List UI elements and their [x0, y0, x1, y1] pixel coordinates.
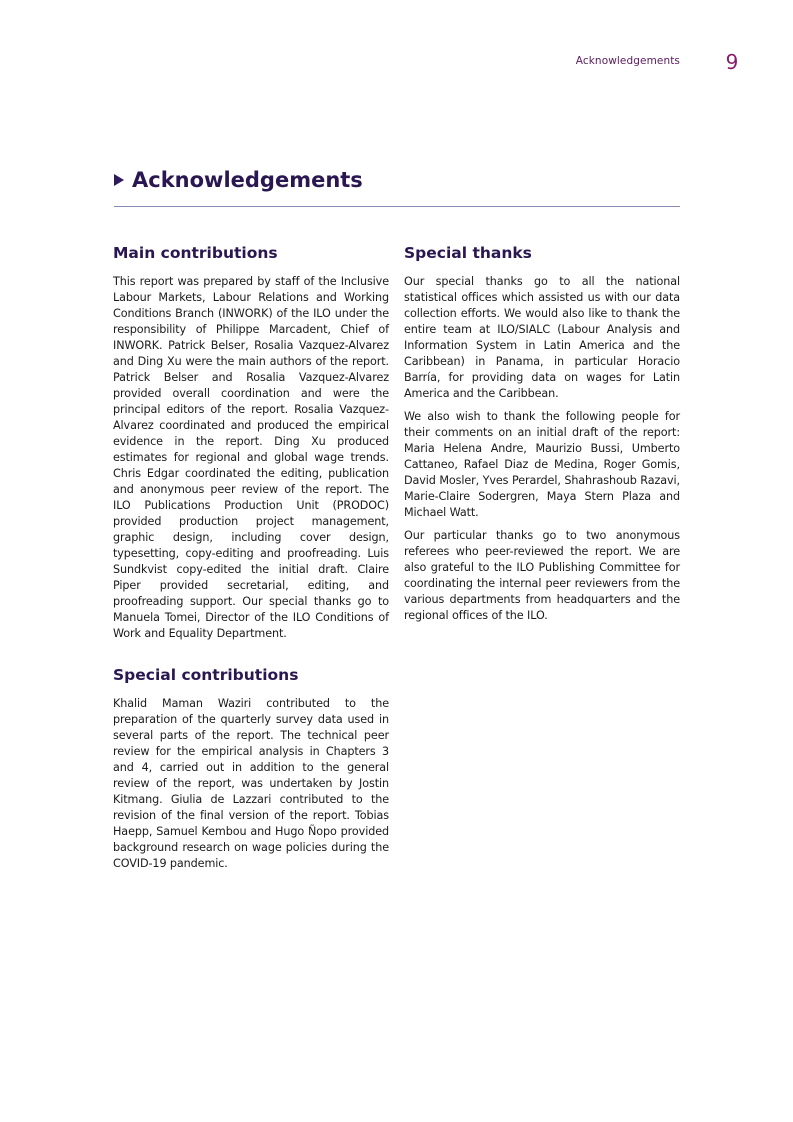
- right-column: [404, 243, 680, 631]
- title-divider: [114, 206, 680, 207]
- special-contributions-heading: Special contributions: [113, 666, 299, 684]
- special-thanks-paragraph: Our particular thanks go to two anonymous referees who peer-reviewed the report. We are also grateful to the ILO Publishing Committee for coordinating the internal peer reviewers from the various departments from headquarters and the regional offices of the ILO.: [404, 529, 680, 622]
- left-column: [113, 243, 389, 879]
- triangle-marker-icon: [114, 174, 124, 186]
- special-thanks-paragraph: We also wish to thank the following people for their comments on an initial draft of the report: Maria Helena Andre, Maurizio Bussi, Umberto Cattaneo, Rafael Diaz de Medina, Roger Gomis, David Mosler, Yves Perardel, Shahrashoub Razavi, Marie-Claire Sodergren, Maya Stern Plaza and Michael Watt.: [404, 410, 680, 519]
- running-header-title: Acknowledgements: [575, 55, 680, 67]
- special-contributions-section: [113, 665, 389, 872]
- page-title: Acknowledgements: [132, 168, 363, 192]
- main-contributions-section: [113, 243, 389, 642]
- main-contributions-paragraph: This report was prepared by staff of the Inclusive Labour Markets, Labour Relations and Working Conditions Branch (INWORK) of the ILO under the responsibility of Philippe Marcadent, Chief of INWORK. Patrick Belser, Rosalia Vazquez-Alvarez and Ding Xu were the main authors of the report. Patrick Belser and Rosalia Vazquez-Alvarez provided overall coordination and were the principal editors of the report. Rosalia Vazquez-Alvarez coordinated and produced the empirical evidence in the report. Ding Xu produced estimates for regional and global wage trends. Chris Edgar coordinated the editing, publication and anonymous peer review of the report. The ILO Publications Production Unit (PRODOC) provided production project management, graphic design, including cover design, typesetting, copy-editing and proofreading. Luis Sundkvist copy-edited the initial draft. Claire Piper provided secretarial, editing, and proofreading support. Our special thanks go to Manuela Tomei, Director of the ILO Conditions of Work and Equality Department.: [113, 275, 389, 640]
- special-contributions-paragraph: Khalid Maman Waziri contributed to the preparation of the quarterly survey data used in several parts of the report. The technical peer review for the empirical analysis in Chapters 3 and 4, carried out in addition to the general review of the report, was undertaken by Jostin Kitmang. Giulia de Lazzari contributed to the revision of the final version of the report. Tobias Haepp, Samuel Kembou and Hugo Ñopo provided background research on wage policies during the COVID-19 pandemic.: [113, 697, 389, 870]
- main-contributions-heading: Main contributions: [113, 244, 278, 262]
- special-thanks-heading: Special thanks: [404, 244, 532, 262]
- page-title-row: [114, 166, 680, 194]
- special-thanks-paragraph: Our special thanks go to all the national statistical offices which assisted us with our data collection efforts. We would also like to thank the entire team at ILO/SIALC (Labour Analysis and Information System in Latin America and the Caribbean) in Panama, in particular Horacio Barría, for providing data on wages for Latin America and the Caribbean.: [404, 275, 680, 400]
- special-thanks-section: [404, 243, 680, 624]
- page-number: 9: [725, 50, 739, 74]
